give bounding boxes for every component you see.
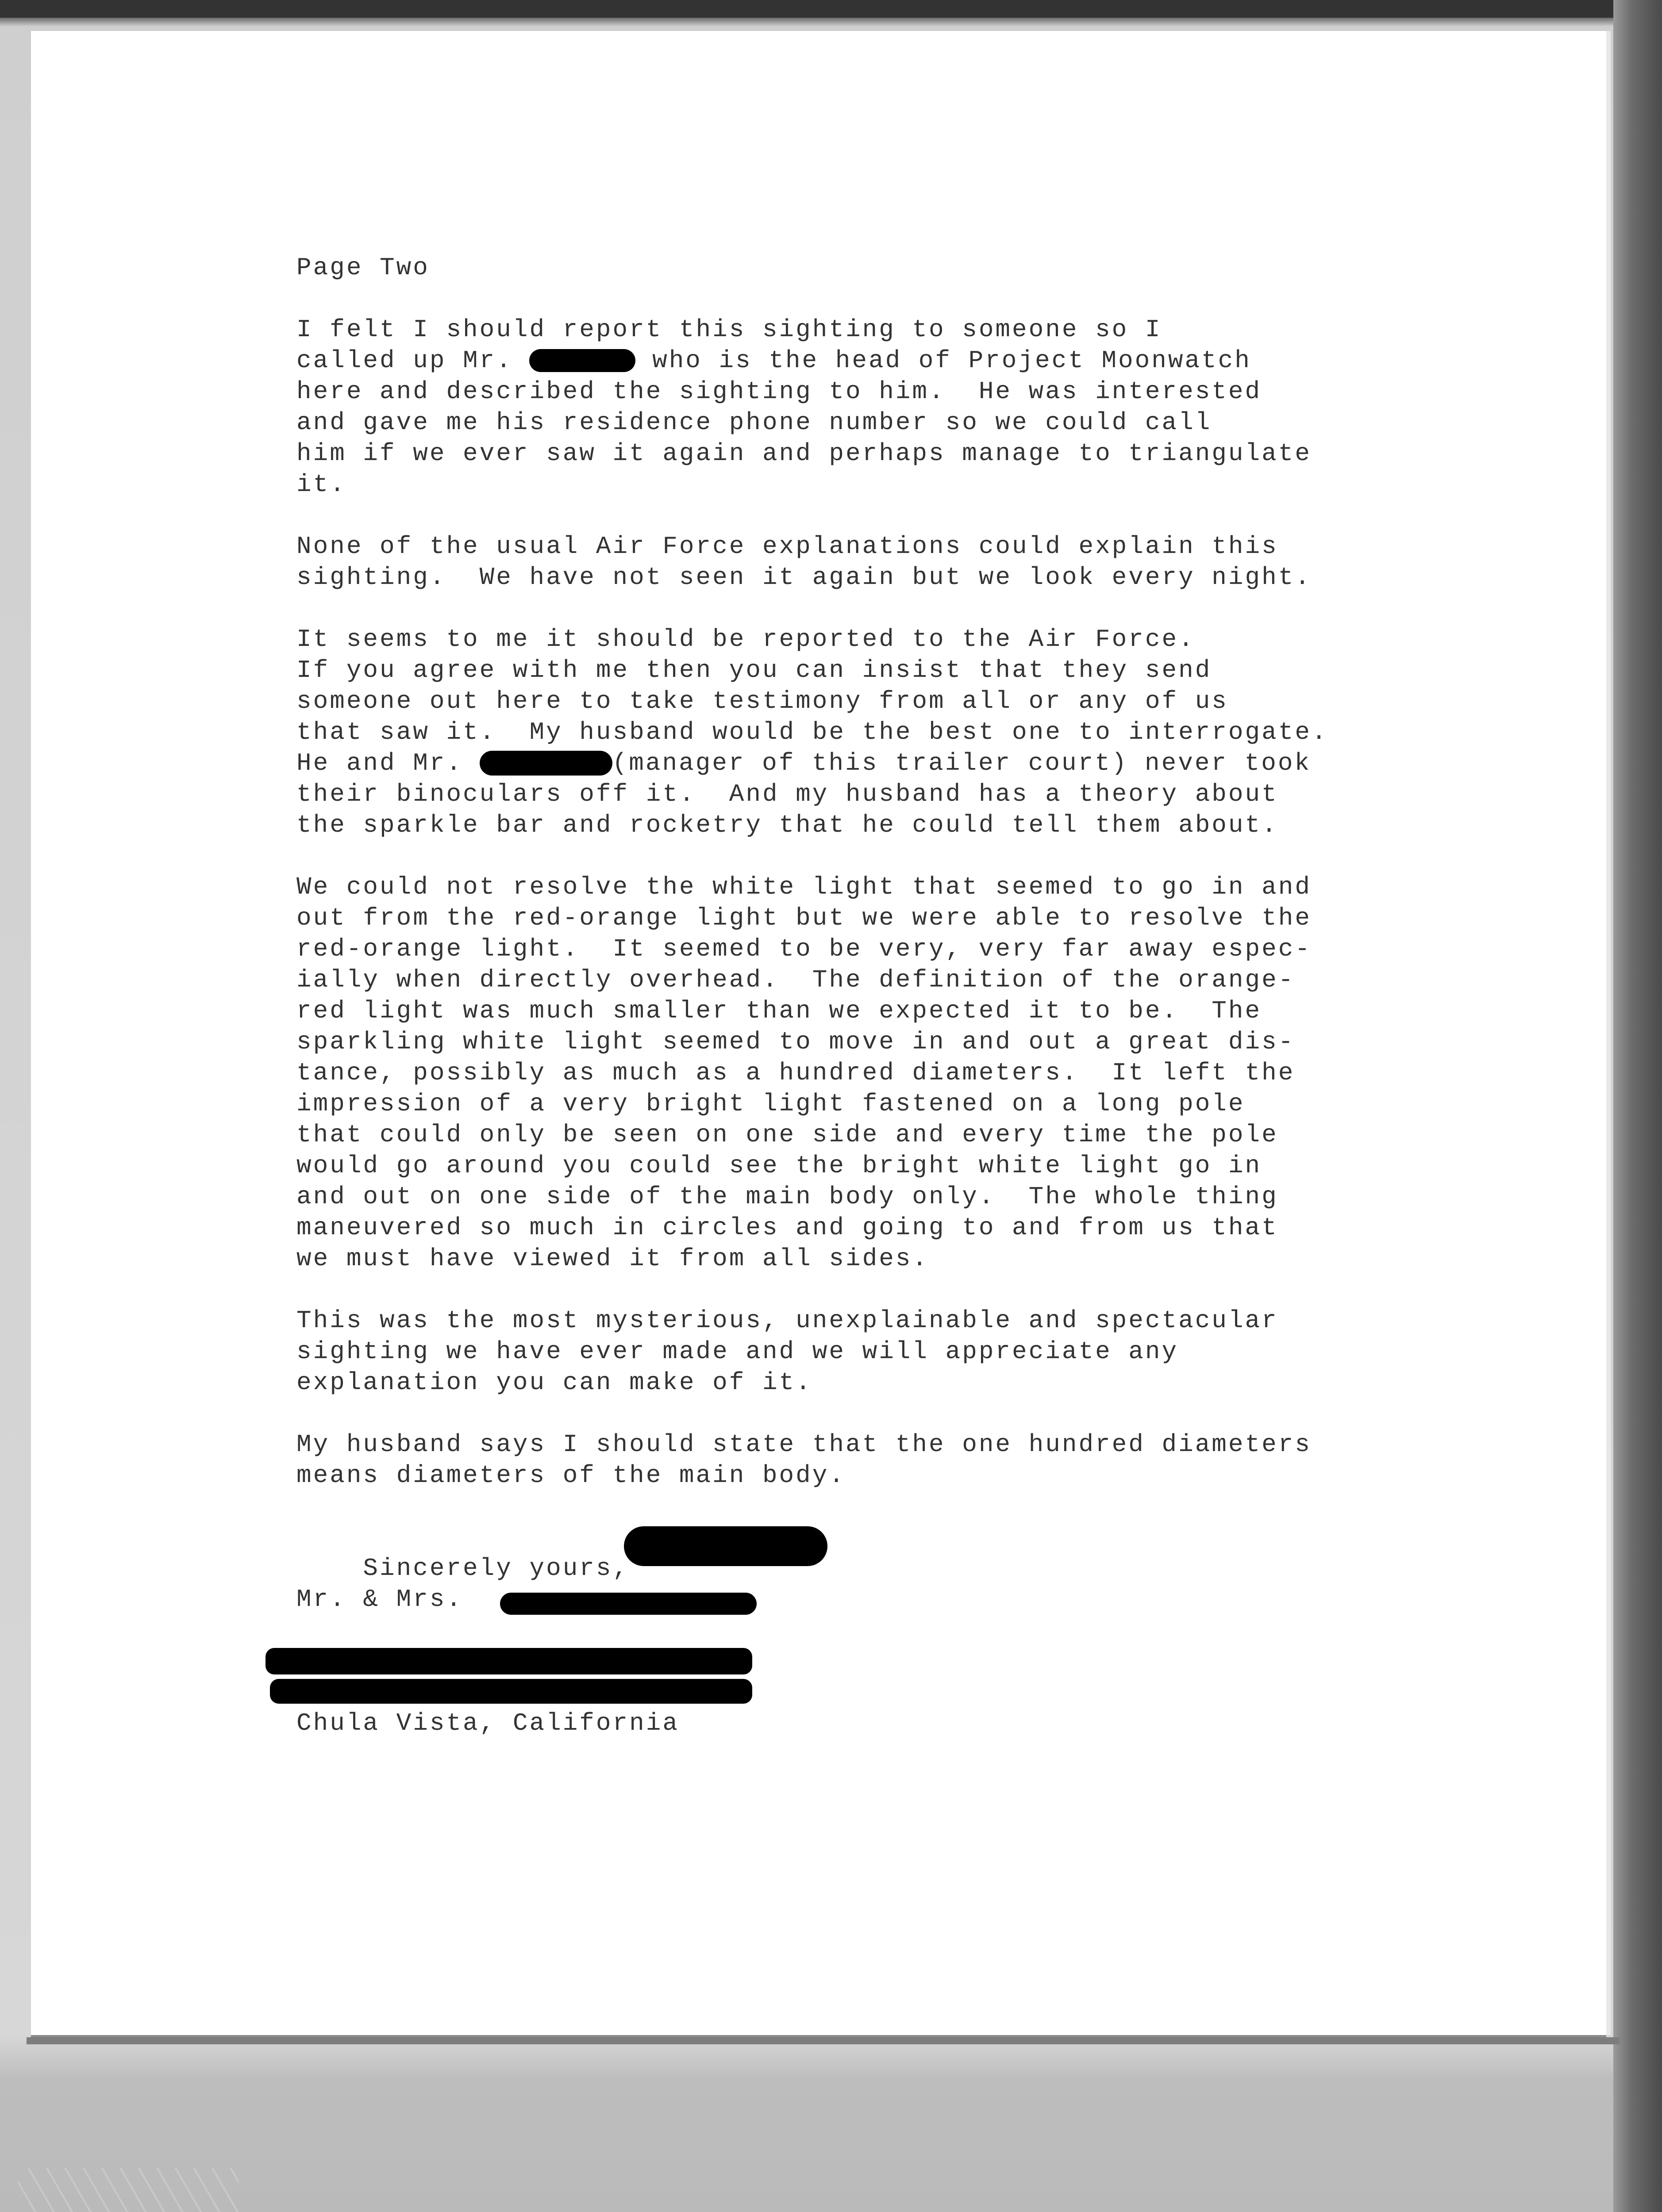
paper-bottom-edge (27, 2037, 1620, 2044)
paragraph (296, 1305, 1491, 1398)
text-segment: (manager of this trailer court) never took (612, 749, 1312, 777)
text-line: It seems to me it should be reported to the Air Force. (296, 625, 1195, 653)
text-line: My husband says I should state that the one hundred diameters (296, 1430, 1312, 1459)
text-line: impression of a very bright light fastened on a long pole (296, 1090, 1245, 1118)
text-line: we must have viewed it from all sides. (296, 1244, 929, 1273)
closing-text: Sincerely yours, (363, 1554, 630, 1582)
text-line: out from the red-orange light but we were able to resolve the (296, 904, 1312, 932)
text-line: explanation you can make of it. (296, 1368, 812, 1397)
text-line: here and described the sighting to him. He was interested (296, 377, 1262, 406)
paragraph (296, 624, 1491, 841)
paragraph (296, 1429, 1491, 1491)
signature-block (296, 1584, 1491, 1737)
film-edge-top (0, 0, 1662, 18)
page-header: Page Two (296, 253, 430, 282)
text-line: This was the most mysterious, unexplainable and spectacular (296, 1306, 1278, 1335)
text-line: If you agree with me then you can insist that they send (296, 656, 1212, 684)
text-line: ially when directly overhead. The definition of the orange- (296, 966, 1295, 994)
text-line: red-orange light. It seemed to be very, very far away espec- (296, 935, 1312, 963)
city-line: Chula Vista, California (296, 1709, 679, 1737)
redacted-signature (624, 1526, 827, 1566)
redaction-mark (529, 349, 635, 372)
text-line: We could not resolve the white light that seemed to go in and (296, 873, 1312, 901)
text-line (296, 345, 1491, 376)
text-line: someone out here to take testimony from all or any of us (296, 687, 1228, 715)
text-line: sighting. We have not seen it again but we look every night. (296, 563, 1312, 591)
text-line: and gave me his residence phone number so we could call (296, 408, 1212, 437)
text-line: it. (296, 470, 346, 499)
text-segment: called up Mr. (296, 346, 513, 375)
text-line: None of the usual Air Force explanations could explain this (296, 532, 1278, 561)
text-line: the sparkle bar and rocketry that he could tell them about. (296, 811, 1278, 839)
text-line: tance, possibly as much as a hundred diameters. It left the (296, 1059, 1295, 1087)
closing-line (296, 1522, 1491, 1582)
text-line: sighting we have ever made and we will appreciate any (296, 1337, 1179, 1366)
text-line: sparkling white light seemed to move in and out a great dis- (296, 1028, 1295, 1056)
text-line: that saw it. My husband would be the best one to interrogate. (296, 718, 1328, 746)
text-line: red light was much smaller than we expected it to be. The (296, 997, 1262, 1025)
film-edge-right (1613, 0, 1662, 2212)
text-segment: He and Mr. (296, 749, 463, 777)
text-line: means diameters of the main body. (296, 1461, 846, 1490)
text-line: maneuvered so much in circles and going to and from us that (296, 1214, 1278, 1242)
signer-text: Mr. & Mrs. (296, 1585, 463, 1613)
paragraph (296, 531, 1491, 593)
film-scratches (18, 2168, 239, 2212)
text-line: would go around you could see the bright white light go in (296, 1152, 1262, 1180)
redacted-address-line (270, 1679, 752, 1704)
text-line: their binoculars off it. And my husband has a theory about (296, 780, 1278, 808)
text-segment: who is the head of Project Moonwatch (652, 346, 1251, 375)
paragraph (296, 872, 1491, 1274)
letter-body (296, 252, 1491, 1737)
text-line: and out on one side of the main body only. The whole thing (296, 1183, 1278, 1211)
redaction-mark (480, 751, 612, 776)
text-line: that could only be seen on one side and every time the pole (296, 1121, 1278, 1149)
text-line: I felt I should report this sighting to someone so I (296, 315, 1162, 344)
text-line: him if we ever saw it again and perhaps manage to triangulate (296, 439, 1312, 468)
paragraph (296, 314, 1491, 500)
text-line (296, 748, 1491, 779)
redacted-signer-name (500, 1593, 757, 1615)
redacted-address-line (265, 1648, 752, 1674)
